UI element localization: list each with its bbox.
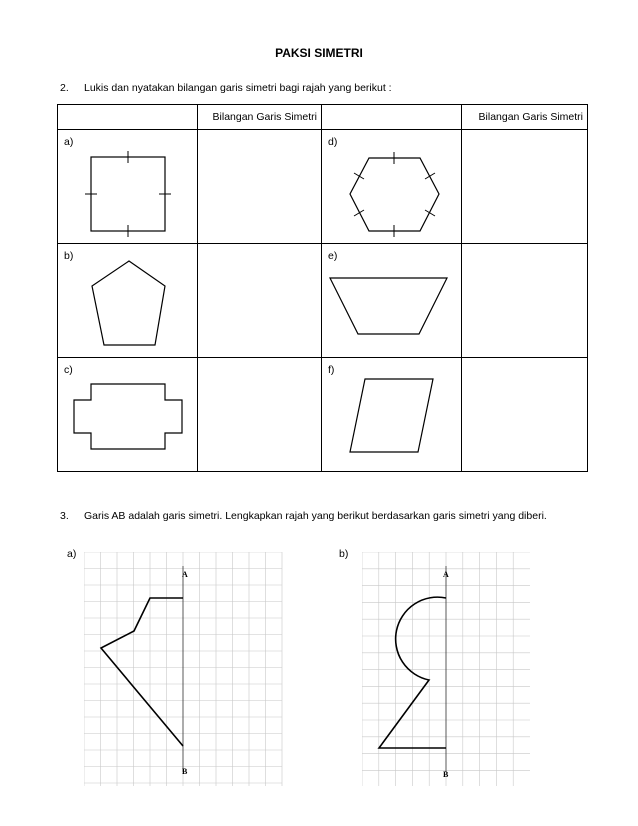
question-2-text: Lukis dan nyatakan bilangan garis simetri bagi rajah yang berikut : — [84, 82, 392, 94]
shape-label-b: b) — [64, 250, 74, 262]
grid-a[interactable] — [84, 552, 286, 788]
part-b-label: b) — [339, 548, 349, 560]
question-3-text: Garis AB adalah garis simetri. Lengkapkan rajah yang berikut berdasarkan garis simetri yang diberi. — [84, 510, 547, 522]
answer-cell-e[interactable] — [462, 244, 588, 358]
page-title: PAKSI SIMETRI — [275, 46, 363, 60]
cross-shape — [58, 358, 198, 471]
table-header-blank-right — [322, 105, 462, 130]
point-b-label-a: B — [182, 767, 188, 776]
table-header-right: Bilangan Garis Simetri — [462, 105, 588, 130]
shape-label-d: d) — [328, 136, 338, 148]
shape-cell-d — [322, 130, 462, 244]
shape-label-c: c) — [64, 364, 73, 376]
question-3-number: 3. — [60, 510, 69, 522]
trapezium-shape — [322, 244, 462, 357]
table-header-blank-left — [58, 105, 198, 130]
table-header-left: Bilangan Garis Simetri — [198, 105, 322, 130]
answer-cell-d[interactable] — [462, 130, 588, 244]
square-shape — [58, 130, 198, 243]
shape-label-f: f) — [328, 364, 335, 376]
shape-cell-e — [322, 244, 462, 358]
shape-cell-a — [58, 130, 198, 244]
answer-cell-a[interactable] — [198, 130, 322, 244]
shape-label-a: a) — [64, 136, 74, 148]
hexagon-shape — [322, 130, 462, 243]
shape-label-e: e) — [328, 250, 338, 262]
point-b-label-b: B — [443, 770, 449, 779]
pentagon-shape — [58, 244, 198, 357]
point-a-label-b: A — [443, 570, 449, 579]
point-a-label-a: A — [182, 570, 188, 579]
answer-cell-f[interactable] — [462, 358, 588, 472]
answer-cell-b[interactable] — [198, 244, 322, 358]
question-2-number: 2. — [60, 82, 69, 94]
shape-cell-c — [58, 358, 198, 472]
half-shape-a — [101, 598, 183, 746]
answer-cell-c[interactable] — [198, 358, 322, 472]
parallelogram-shape — [322, 358, 462, 471]
symmetry-table — [57, 104, 588, 472]
shape-cell-b — [58, 244, 198, 358]
part-a-label: a) — [67, 548, 77, 560]
grid-b[interactable] — [362, 552, 532, 788]
shape-cell-f — [322, 358, 462, 472]
